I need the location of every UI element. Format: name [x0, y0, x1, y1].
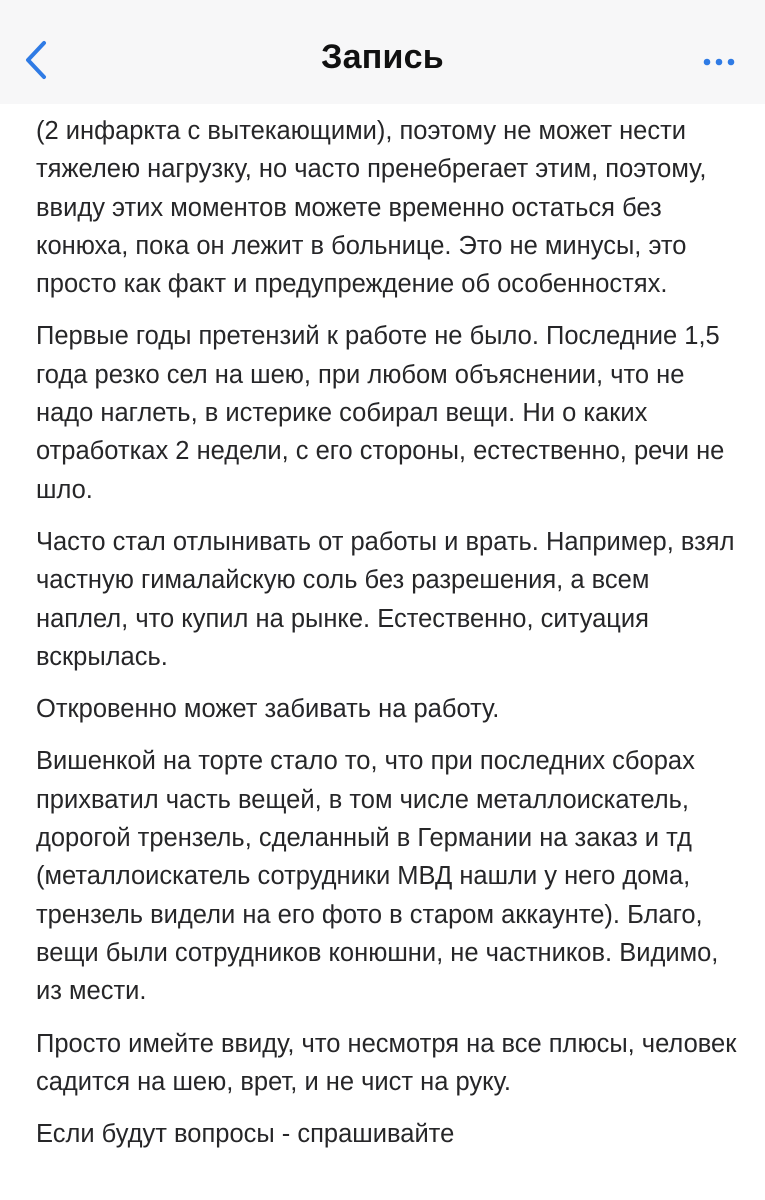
page-title: Запись [321, 38, 444, 76]
post-paragraph: Просто имейте ввиду, что несмотря на все плюсы, человек садится на шею, врет, и не чист на руку. [36, 1029, 737, 1096]
post-paragraph: (2 инфаркта с вытекающими), поэтому не может нести тяжелею нагрузку, но часто пренебрегает этим, поэтому, ввиду этих моментов можете временно остаться без конюха, пока он лежит в больнице. Это не минусы, это просто как факт и предупреждение об особенностях. [36, 117, 707, 299]
post-text [36, 112, 748, 1167]
post-paragraph: Откровенно может забивать на работу. [36, 695, 500, 724]
post-paragraph: Первые годы претензий к работе не было. Последние 1,5 года резко сел на шею, при любом объяснении, что не надо наглеть, в истерике собирал вещи. Ни о каких отработках 2 недели, с его стороны, естественно, речи не шло. [36, 322, 725, 504]
post-paragraph: Вишенкой на торте стало то, что при последних сборах прихватил часть вещей, в том числе металлоискатель, дорогой трензель, сделанный в Германии на заказ и тд (металлоискатель сотрудники МВД нашли у него дома, трензель видели на его фото в старом аккаунте). Благо, вещи были сотрудников конюшни, не частников. Видимо, из мести. [36, 747, 719, 1006]
post-paragraph: Часто стал отлынивать от работы и врать. Например, взял частную гималайскую соль без разрешения, а всем наплел, что купил на рынке. Естественно, ситуация вскрылась. [36, 527, 735, 671]
more-button[interactable] [695, 48, 743, 76]
post-paragraph: Если будут вопросы - спрашивайте [36, 1120, 455, 1149]
more-horizontal-icon [701, 57, 737, 67]
navigation-bar [0, 0, 765, 104]
